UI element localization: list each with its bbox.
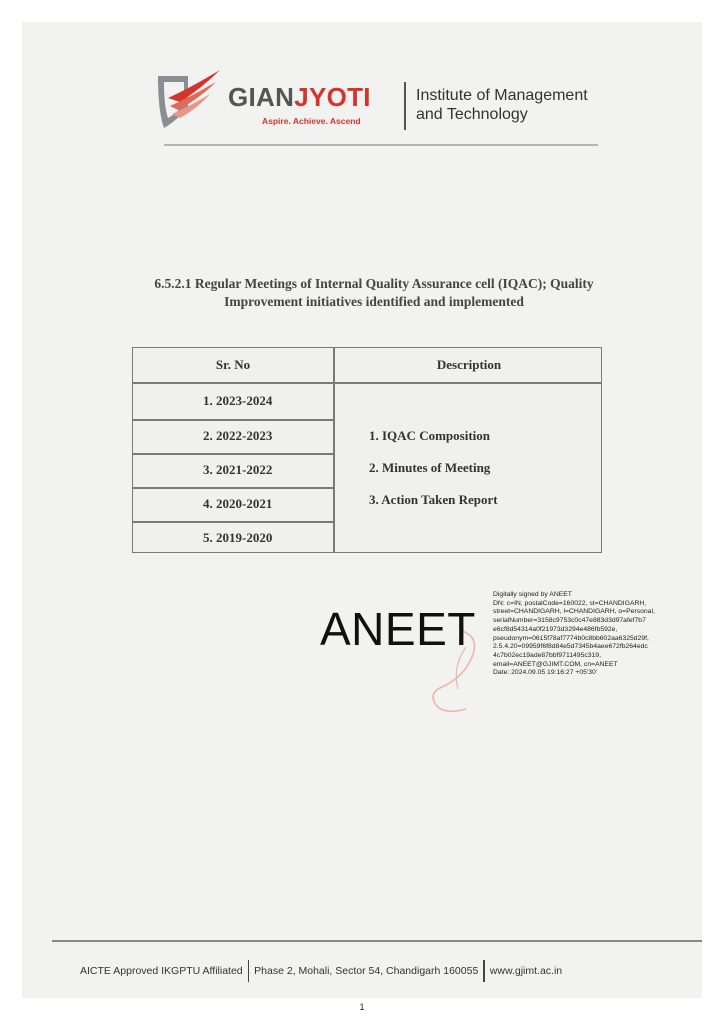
- letterhead: [154, 64, 604, 144]
- list-item: 2. Minutes of Meeting: [369, 460, 491, 475]
- shield-logo-icon: [154, 68, 224, 132]
- table-row: 5. 2019-2020: [203, 530, 273, 545]
- table-row: 2. 2022-2023: [203, 428, 273, 443]
- description-list: [369, 428, 498, 524]
- page-number: 1: [359, 1002, 365, 1012]
- footer-website: www.gjimt.ac.in: [489, 964, 563, 977]
- brand-tagline: Aspire. Achieve. Ascend: [262, 116, 361, 126]
- table-row: 3. 2021-2022: [203, 462, 273, 477]
- table-row: 1. 2023-2024: [203, 393, 273, 408]
- meetings-table: [132, 347, 602, 553]
- table-header-rule: [133, 382, 601, 384]
- signature-name: ANEET: [320, 603, 476, 655]
- header-divider: [404, 82, 406, 130]
- table-column-divider: [333, 348, 335, 552]
- list-item: 1. IQAC Composition: [369, 428, 490, 443]
- table-header-sr-no: Sr. No: [215, 357, 251, 372]
- section-heading: 6.5.2.1 Regular Meetings of Internal Quality Assurance cell (IQAC); Quality Improvement initiatives identified and implemented: [154, 276, 594, 309]
- document-page: [22, 22, 702, 998]
- header-rule: [164, 144, 598, 146]
- footer-address: Phase 2, Mohali, Sector 54, Chandigarh 160055: [254, 964, 479, 977]
- footer: [80, 960, 562, 982]
- digital-signature-details: Digitally signed by ANEET DN: c=IN, postalCode=160022, st=CHANDIGARH, street=CHANDIGARH, l=CHANDIGARH, o=Personal, serialNumber=3158c9753c0c47e883d3d97afef7b7 e6cf8d54314a0f21973d3294e486fb592e, pseudonym=0615f78af7774b0c8bb602aa6325d29f, 2.5.4.20=09959f6f8d84e5d7345b4aee672fb264edc 4c7b02ec19ade87bbf9711495c319, email=ANEET@GJIMT.COM, cn=ANEET Date: 2024.09.05 19:16:27 +05'30': [493, 591, 655, 677]
- table-row: 4. 2020-2021: [203, 496, 273, 511]
- footer-rule: [52, 940, 702, 942]
- institute-name: Institute of Management and Technology: [416, 87, 588, 123]
- brand-name: GIANJYOTI: [228, 82, 371, 112]
- table-header-description: Description: [436, 357, 502, 372]
- footer-affiliation: AICTE Approved IKGPTU Affiliated: [80, 964, 243, 977]
- list-item: 3. Action Taken Report: [369, 492, 498, 507]
